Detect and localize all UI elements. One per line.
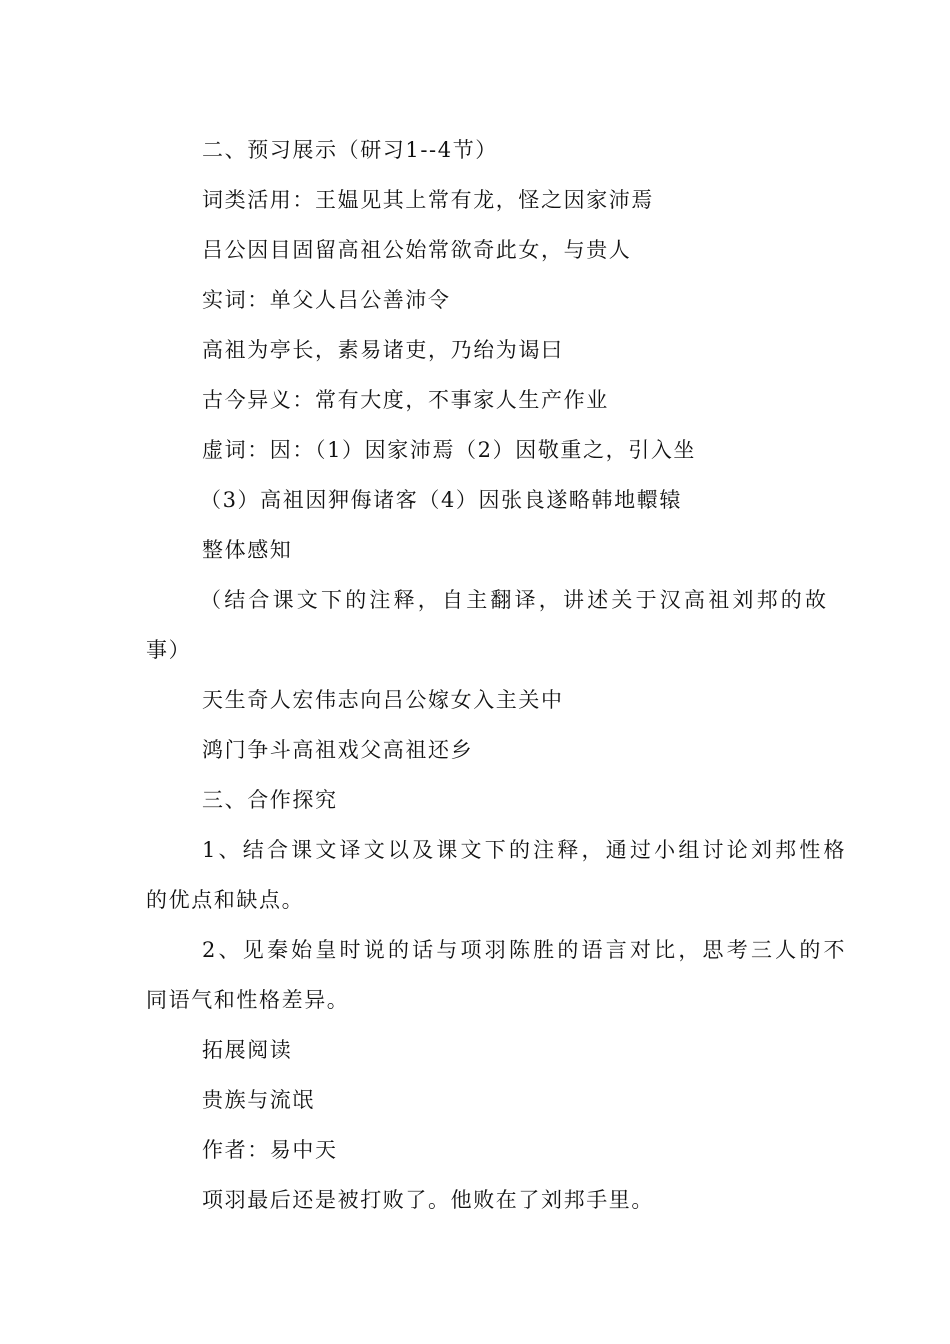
paragraph-story-titles-cont: 鸿门争斗高祖戏父高祖还乡 bbox=[202, 738, 474, 762]
paragraph-example: 吕公因目固留高祖公始常欲奇此女，与贵人 bbox=[202, 238, 632, 262]
paragraph-instruction: （结合课文下的注释，自主翻译，讲述关于汉高祖刘邦的故 bbox=[200, 588, 830, 612]
section-heading-extended-reading: 拓展阅读 bbox=[202, 1038, 293, 1062]
paragraph-function-words-cont: （3）高祖因狎侮诸客（4）因张良遂略韩地轘辕 bbox=[200, 488, 682, 512]
paragraph-task-1: 1、结合课文译文以及课文下的注释，通过小组讨论刘邦性格 bbox=[202, 838, 848, 862]
section-heading-preview: 二、预习展示（研习1--4节） bbox=[202, 138, 498, 162]
article-first-line: 项羽最后还是被打败了。他败在了刘邦手里。 bbox=[202, 1188, 654, 1212]
paragraph-instruction-cont: 事） bbox=[146, 638, 192, 662]
paragraph-example: 高祖为亭长，素易诸吏，乃绐为谒曰 bbox=[202, 338, 564, 362]
paragraph-task-2: 2、见秦始皇时说的话与项羽陈胜的语言对比，思考三人的不 bbox=[202, 938, 848, 962]
paragraph-notional-words: 实词：单父人吕公善沛令 bbox=[202, 288, 451, 312]
article-title: 贵族与流氓 bbox=[202, 1088, 315, 1112]
paragraph-task-2-cont: 同语气和性格差异。 bbox=[146, 988, 350, 1012]
paragraph-word-class: 词类活用：王媪见其上常有龙，怪之因家沛焉 bbox=[202, 188, 654, 212]
article-author: 作者：易中天 bbox=[202, 1138, 338, 1162]
section-heading-overall: 整体感知 bbox=[202, 538, 293, 562]
paragraph-ancient-modern: 古今异义：常有大度，不事家人生产作业 bbox=[202, 388, 609, 412]
section-heading-cooperation: 三、合作探究 bbox=[202, 788, 338, 812]
paragraph-task-1-cont: 的优点和缺点。 bbox=[146, 888, 305, 912]
paragraph-function-words: 虚词：因：（1）因家沛焉（2）因敬重之，引入坐 bbox=[202, 438, 697, 462]
paragraph-story-titles: 天生奇人宏伟志向吕公嫁女入主关中 bbox=[202, 688, 564, 712]
